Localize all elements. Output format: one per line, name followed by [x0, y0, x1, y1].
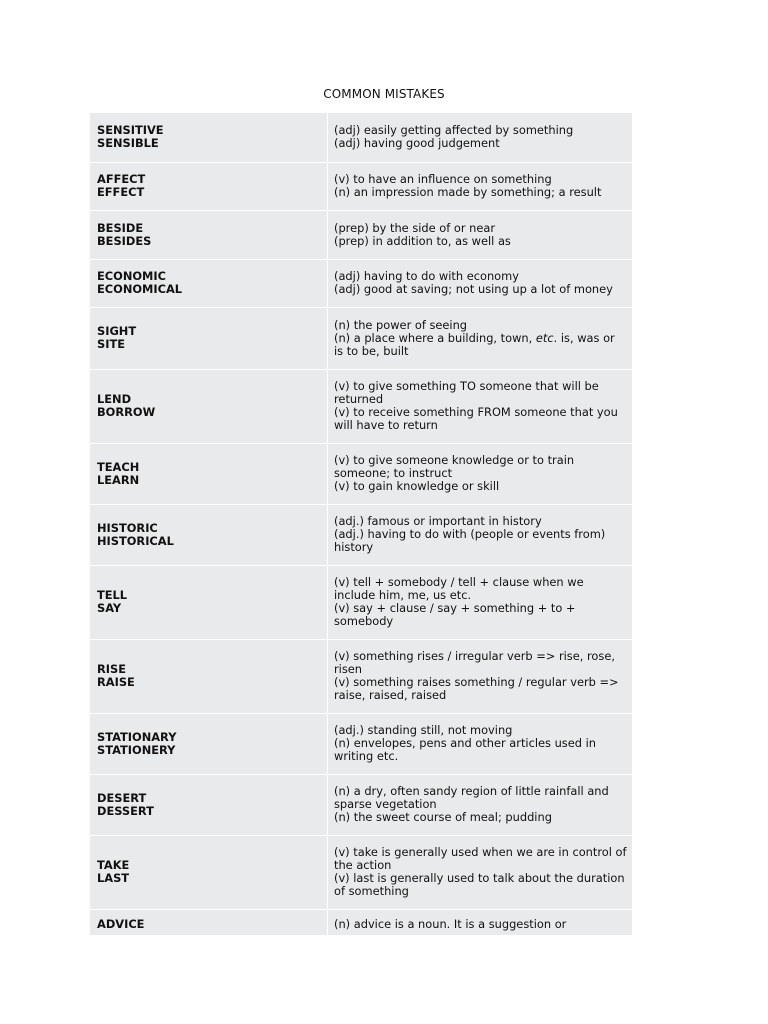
table-row [90, 565, 632, 639]
term-word: RISE [97, 662, 126, 676]
term-word: SITE [97, 337, 125, 351]
term-word: LEND [97, 392, 132, 406]
definition-line: (adj) having to do with economy [334, 269, 519, 283]
definition-line: (v) to give someone knowledge or to train someone; to instruct [334, 453, 575, 480]
definition-line: (prep) in addition to, as well as [334, 233, 511, 248]
definition-cell [328, 835, 633, 909]
term-cell [90, 565, 328, 639]
definition-line: (adj.) famous or important in history [334, 514, 542, 528]
table-row [90, 504, 632, 565]
term-cell [90, 162, 328, 210]
term-word: HISTORICAL [97, 533, 174, 548]
definition-cell [328, 639, 633, 713]
definition-line: (adj.) having to do with (people or events from) history [334, 527, 606, 554]
definition-cell [328, 713, 633, 774]
table-row [90, 369, 632, 443]
definition-cell [328, 774, 633, 835]
term-word: ECONOMICAL [97, 282, 183, 296]
definition-line: (v) something rises / irregular verb => rise, rose, risen [334, 649, 615, 676]
definition-line: (prep) by the side of or near [334, 220, 496, 235]
term-cell [90, 713, 328, 774]
definition-line: (n) a place where a building, town, etc. is, was or is to be, built [334, 330, 615, 358]
definition-line: (v) last is generally used to talk about the duration of something [334, 871, 625, 898]
table-row [90, 774, 632, 835]
term-cell [90, 369, 328, 443]
term-word: BESIDES [97, 233, 152, 248]
mistakes-table [90, 113, 632, 935]
definition-cell [328, 113, 633, 162]
definition-line: (v) tell + somebody / tell + clause when we include him, me, us etc. [334, 575, 584, 602]
table-row [90, 835, 632, 909]
term-cell [90, 774, 328, 835]
term-cell [90, 909, 328, 935]
definition-cell [328, 307, 633, 369]
definition-line: (n) the sweet course of meal; pudding [334, 810, 552, 824]
table-row [90, 210, 632, 259]
table-row [90, 909, 632, 935]
table-row [90, 162, 632, 210]
term-word: BESIDE [97, 220, 144, 235]
definition-line: (n) an impression made by something; a result [334, 185, 602, 199]
table-row [90, 639, 632, 713]
term-word: ADVICE [97, 916, 145, 931]
term-cell [90, 835, 328, 909]
definition-cell [328, 504, 633, 565]
definition-line: (n) envelopes, pens and other articles used in writing etc. [334, 736, 596, 763]
term-word: BORROW [97, 405, 156, 419]
definition-cell [328, 565, 633, 639]
definition-cell [328, 909, 633, 935]
term-word: SENSITIVE [97, 123, 164, 138]
definition-line: (v) take is generally used when we are in control of the action [334, 845, 627, 872]
definition-line: (n) advice is a noun. It is a suggestion or [334, 916, 567, 931]
term-cell [90, 259, 328, 307]
term-word: DESSERT [97, 803, 154, 818]
definition-cell [328, 259, 633, 307]
definition-line: (v) to receive something FROM someone that you will have to return [334, 405, 618, 432]
etc-italic: etc [535, 330, 554, 345]
mistakes-table-body [90, 113, 632, 935]
definition-line: (adj.) standing still, not moving [334, 723, 513, 737]
term-word: RAISE [97, 675, 135, 689]
term-word: DESERT [97, 790, 147, 805]
term-word: SIGHT [97, 324, 137, 338]
definition-line: (v) something raises something / regular verb => raise, raised, raised [334, 675, 619, 702]
definition-line: (n) a dry, often sandy region of little rainfall and sparse vegetation [334, 784, 609, 811]
definition-cell [328, 443, 633, 504]
term-word: AFFECT [97, 172, 146, 186]
term-cell [90, 113, 328, 162]
definition-cell [328, 162, 633, 210]
term-word: TAKE [97, 858, 130, 872]
definition-line: (v) say + clause / say + something + to + somebody [334, 601, 576, 628]
term-word: TEACH [97, 459, 140, 474]
term-word: ECONOMIC [97, 269, 166, 283]
term-cell [90, 307, 328, 369]
table-row [90, 443, 632, 504]
term-word: SAY [97, 601, 122, 615]
definition-line: (adj) good at saving; not using up a lot of money [334, 282, 613, 296]
term-word: LAST [97, 871, 130, 885]
definition-line: (v) to gain knowledge or skill [334, 479, 500, 493]
definition-line: (adj) having good judgement [334, 136, 500, 151]
term-cell [90, 210, 328, 259]
definition-cell [328, 210, 633, 259]
term-word: LEARN [97, 472, 140, 487]
term-cell [90, 443, 328, 504]
definition-line: (adj) easily getting affected by something [334, 123, 574, 138]
table-row [90, 113, 632, 162]
term-word: TELL [97, 588, 128, 602]
term-cell [90, 504, 328, 565]
table-row [90, 259, 632, 307]
term-word: SENSIBLE [97, 136, 159, 151]
term-cell [90, 639, 328, 713]
term-word: STATIONARY [97, 729, 177, 744]
definition-cell [328, 369, 633, 443]
term-word: STATIONERY [97, 742, 176, 757]
page-title: COMMON MISTAKES [323, 87, 445, 101]
term-word: HISTORIC [97, 520, 158, 535]
table-row [90, 307, 632, 369]
definition-line: (v) to have an influence on something [334, 172, 552, 186]
mistakes-table-container [90, 113, 632, 935]
term-word: EFFECT [97, 185, 145, 199]
definition-line: (v) to give something TO someone that will be returned [334, 379, 599, 406]
definition-line: (n) the power of seeing [334, 317, 468, 332]
table-row [90, 713, 632, 774]
